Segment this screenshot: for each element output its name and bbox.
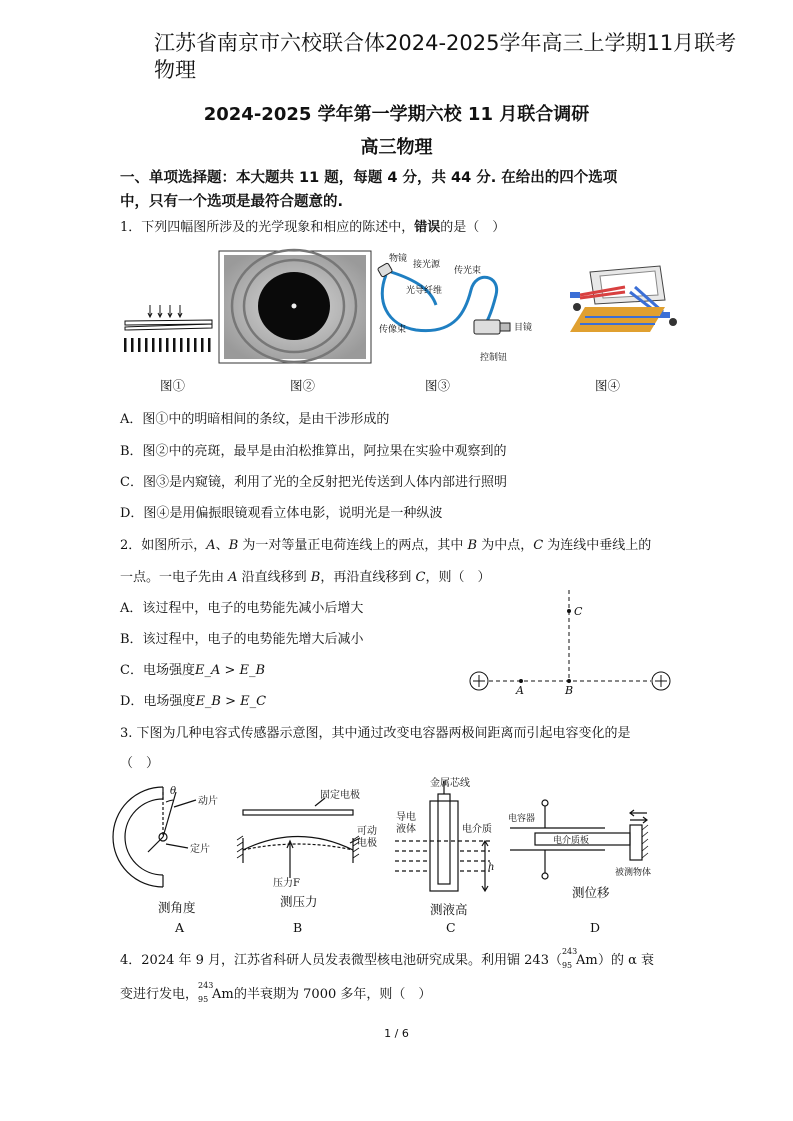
fig3-label-light-bundle: 传光束 (454, 266, 482, 276)
q3d-label-measured-object: 被测物体 (615, 868, 652, 878)
q2-charge-diagram (468, 590, 683, 700)
q3-fig-d-letter: D (590, 920, 601, 935)
q3d-label-capacitor: 电容器 (508, 814, 536, 824)
fig4-polarized-3d-projection (565, 262, 685, 342)
fig3-label-fiber: 光导纤维 (406, 286, 443, 296)
page-number: 1 / 6 (384, 1027, 409, 1040)
q1-option-d: D．图④是用偏振眼镜观看立体电影，说明光是一种纵波 (120, 506, 443, 521)
document-banner-title: 江苏省南京市六校联合体2024-2025学年高三上学期11月联考物理 (154, 31, 737, 82)
q3-fig-b-caption: 测压力 (280, 894, 318, 909)
fig3-endoscope (376, 250, 536, 365)
q2-stem-line2: 一点。一电子先由 A 沿直线移到 B，再沿直线移到 C，则（ ） (120, 570, 491, 585)
q3-fig-c-caption: 测液高 (430, 902, 468, 917)
q2-label-b: B (565, 684, 574, 697)
fig2-poisson-spot (219, 251, 371, 363)
q3a-label-moving: 动片 (198, 796, 218, 807)
q1-option-b: B．图②中的亮斑，最早是由泊松推算出，阿拉果在实验中观察到的 (120, 444, 507, 459)
fig3-label-objective: 物镜 (389, 254, 408, 264)
q3-fig-a-angle-sensor (118, 782, 228, 912)
section-heading-line1: 一、单项选择题：本大题共 11 题，每题 4 分，共 44 分. 在给出的四个选项 (120, 170, 618, 186)
q3-fig-d-caption: 测位移 (572, 885, 610, 900)
q2-option-d: D．电场强度E_B > E_C (120, 694, 267, 709)
q1-stem: 1．下列四幅图所涉及的光学现象和相应的陈述中，错误的是（ ） (120, 220, 506, 235)
q3c-label-metal-wire: 金属芯线 (430, 778, 470, 789)
q3c-label-liquid: 液体 (396, 824, 416, 835)
q3-fig-b-pressure-sensor (235, 788, 385, 888)
q3-paren: （ ） (120, 756, 160, 771)
q1-option-a: A．图①中的明暗相间的条纹，是由干涉形成的 (120, 412, 390, 427)
subject-title: 高三物理 (360, 137, 433, 158)
q2-option-c: C．电场强度E_A > E_B (120, 663, 266, 678)
q4-nuclide: 243 95 Am (561, 946, 598, 970)
q3c-label-h: h (488, 862, 495, 873)
q2-option-a: A．该过程中，电子的电势能先减小后增大 (120, 601, 364, 616)
q3-fig-a-letter: A (175, 920, 185, 935)
fig1-double-slit-wedge (120, 300, 220, 360)
q1-option-c: C．图③是内窥镜，利用了光的全反射把光传送到人体内部进行照明 (120, 475, 507, 490)
q2-option-b: B．该过程中，电子的电势能先增大后减小 (120, 632, 364, 647)
q2-stem-line1: 2．如图所示，A、B 为一对等量正电荷连线上的两点，其中 B 为中点，C 为连线中垂线上的 (120, 538, 652, 553)
q3-fig-c-liquid-level-sensor (390, 776, 510, 901)
q1-emphasis: 错误 (414, 220, 441, 235)
fig3-caption: 图③ (425, 378, 451, 393)
q3-stem: 3. 下图为几种电容式传感器示意图，其中通过改变电容器两极间距离而引起电容变化的是 (120, 726, 631, 741)
q3a-label-fixed: 定片 (190, 844, 210, 855)
q3-fig-d-displacement-sensor (505, 795, 685, 890)
fig1-caption: 图① (160, 378, 186, 393)
section-heading-line2: 中，只有一个选项是最符合题意的. (120, 194, 344, 210)
q3b-label-electrode: 电极 (357, 838, 377, 849)
q2-label-a: A (516, 684, 524, 697)
q3a-label-theta: θ (170, 786, 177, 797)
q3c-label-dielectric: 电介质 (462, 824, 492, 835)
q3-fig-b-letter: B (293, 920, 303, 935)
q3b-label-fixed-electrode: 固定电极 (320, 790, 360, 801)
exam-title: 2024-2025 学年第一学期六校 11 月联合调研 (203, 104, 590, 125)
fig3-label-image-bundle: 传像束 (379, 325, 407, 335)
q3-fig-a-caption: 测角度 (158, 900, 196, 915)
q4-stem-line2: 变进行发电， 243 95 Am 的半衰期为 7000 多年，则（ ） (120, 980, 432, 1004)
q4-nuclide-inline: 243 95 Am (198, 980, 234, 1004)
fig3-label-control-knob: 控制钮 (480, 353, 508, 363)
fig2-caption: 图② (290, 378, 316, 393)
q3-fig-c-letter: C (446, 920, 456, 935)
q2-label-c: C (574, 605, 583, 618)
q3b-label-movable: 可动 (357, 826, 377, 837)
fig3-label-eyepiece: 目镜 (514, 323, 533, 333)
fig4-caption: 图④ (595, 378, 621, 393)
q4-stem-line1: 4．2024 年 9 月，江苏省科研人员发表微型核电池研究成果。利用镅 243（ 243 95 Am ）的 α 衰 (120, 946, 655, 970)
q3b-label-force: 压力F (273, 878, 300, 889)
fig3-label-light-source: 接光源 (413, 260, 441, 270)
q3d-label-dielectric-plate: 电介质板 (553, 836, 590, 846)
q3c-label-conductive: 导电 (396, 812, 416, 823)
